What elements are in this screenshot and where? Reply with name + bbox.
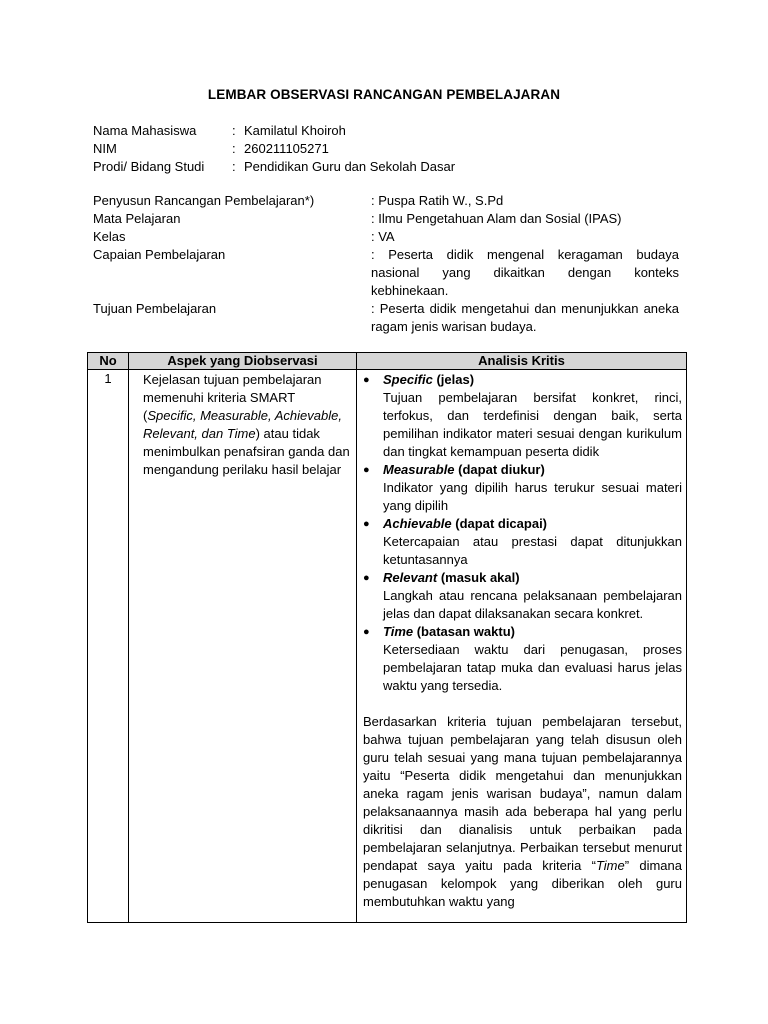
criterion-gloss: (dapat diukur): [454, 462, 545, 477]
criterion-term: Relevant: [383, 570, 438, 585]
bullet-icon: ●: [363, 374, 370, 386]
header-aspek: Aspek yang Diobservasi: [129, 353, 357, 370]
meta-value: : Ilmu Pengetahuan Alam dan Sosial (IPAS): [371, 211, 622, 226]
aspect-text-italic: Specific, Measurable, Achievable, Relevant, dan Time: [143, 408, 342, 441]
criterion-relevant: [363, 569, 682, 623]
aspect-text: Kejelasan tujuan pembelajaran memenuhi kriteria SMART (: [143, 372, 322, 423]
meta-value: : Peserta didik mengenal keragaman budaya nasional yang dikaitkan dengan konteks kebhinekaan.: [371, 247, 679, 298]
criterion-description: Langkah atau rencana pelaksanaan pembelajaran jelas dan dapat dilaksanakan secara konkret.: [383, 588, 682, 621]
meta-row-mapel: [93, 210, 683, 228]
row-number: 1: [88, 370, 129, 923]
header-analisis: Analisis Kritis: [357, 353, 687, 370]
identity-value: Pendidikan Guru dan Sekolah Dasar: [244, 159, 456, 174]
meta-value: : Peserta didik mengetahui dan menunjukkan aneka ragam jenis warisan budaya.: [371, 301, 679, 334]
criterion-gloss: (jelas): [432, 372, 475, 387]
identity-separator: :: [232, 123, 236, 138]
criterion-gloss: (masuk akal): [437, 570, 520, 585]
lesson-metadata: [93, 192, 683, 336]
identity-value: 260211105271: [244, 141, 329, 156]
criterion-description: Ketersediaan waktu dari penugasan, proses pembelajaran tatap muka dan evaluasi harus jelas waktu yang tersedia.: [383, 642, 682, 693]
criterion-achievable: [363, 515, 682, 569]
criterion-description: Tujuan pembelajaran bersifat konkret, rinci, terfokus, dan terdefinisi dengan baik, serta pemilihan indikator materi sesuai dengan kurikulum dan tingkat kemampuan peserta didik: [383, 390, 682, 459]
identity-label: Prodi/ Bidang Studi: [93, 159, 205, 174]
analysis-paragraph: [363, 713, 682, 911]
identity-separator: :: [232, 141, 236, 156]
observation-table: [87, 352, 687, 923]
criterion-measurable: [363, 461, 682, 515]
paragraph-text-italic: Time: [595, 858, 625, 873]
criterion-description: Ketercapaian atau prestasi dapat ditunjukkan ketuntasannya: [383, 534, 682, 567]
meta-row-capaian: [93, 246, 683, 300]
meta-row-penyusun: [93, 192, 683, 210]
bullet-icon: ●: [363, 572, 370, 584]
criterion-description: Indikator yang dipilih harus terukur sesuai materi yang dipilih: [383, 480, 682, 513]
meta-label: Mata Pelajaran: [93, 211, 181, 226]
meta-row-tujuan: [93, 300, 683, 336]
table-header-row: [88, 353, 687, 370]
meta-label: Penyusun Rancangan Pembelajaran*): [93, 193, 315, 208]
meta-label: Tujuan Pembelajaran: [93, 301, 217, 316]
identity-label: NIM: [93, 141, 117, 156]
table-row: [88, 370, 687, 923]
bullet-icon: ●: [363, 464, 370, 476]
criterion-gloss: (dapat dicapai): [451, 516, 548, 531]
criterion-specific: [363, 371, 682, 461]
meta-row-kelas: [93, 228, 683, 246]
criterion-time: [363, 623, 682, 695]
aspect-text: ) atau tidak menimbulkan penafsiran ganda dan mengandung perilaku hasil belajar: [143, 426, 350, 477]
paragraph-text: Berdasarkan kriteria tujuan pembelajaran tersebut, bahwa tujuan pembelajaran yang telah disusun oleh guru telah sesuai yang mana tujuan pembelajarannya yaitu “Peserta didik mengetahui dan menunjukkan aneka ragam jenis warisan budaya”, namun dalam pelaksanaannya masih ada beberapa hal yang perlu dikritisi dan dianalisis untuk perbaikan pada pembelajaran selanjutnya. Perbaikan tersebut menurut pendapat saya yaitu pada kriteria “: [363, 714, 682, 873]
bullet-icon: ●: [363, 626, 370, 638]
meta-label: Kelas: [93, 229, 126, 244]
identity-row-nim: [93, 140, 455, 158]
page-title: LEMBAR OBSERVASI RANCANGAN PEMBELAJARAN: [207, 87, 561, 102]
student-identity: [93, 122, 455, 176]
criterion-term: Measurable: [383, 462, 455, 477]
paragraph-text: ” dimana penugasan kelompok yang diberikan oleh guru membutuhkan waktu yang: [363, 858, 682, 909]
identity-row-prodi: [93, 158, 455, 176]
meta-value: : VA: [371, 229, 395, 244]
aspect-cell: [129, 370, 357, 923]
identity-value: Kamilatul Khoiroh: [244, 123, 346, 138]
criterion-term: Time: [383, 624, 414, 639]
identity-label: Nama Mahasiswa: [93, 123, 197, 138]
meta-value: : Puspa Ratih W., S.Pd: [371, 193, 504, 208]
meta-label: Capaian Pembelajaran: [93, 247, 226, 262]
criterion-term: Achievable: [383, 516, 452, 531]
header-no: No: [88, 353, 129, 370]
identity-row-name: [93, 122, 455, 140]
criterion-gloss: (batasan waktu): [413, 624, 515, 639]
analysis-cell: [357, 370, 687, 923]
criterion-term: Specific: [383, 372, 433, 387]
bullet-icon: ●: [363, 518, 370, 530]
identity-separator: :: [232, 159, 236, 174]
